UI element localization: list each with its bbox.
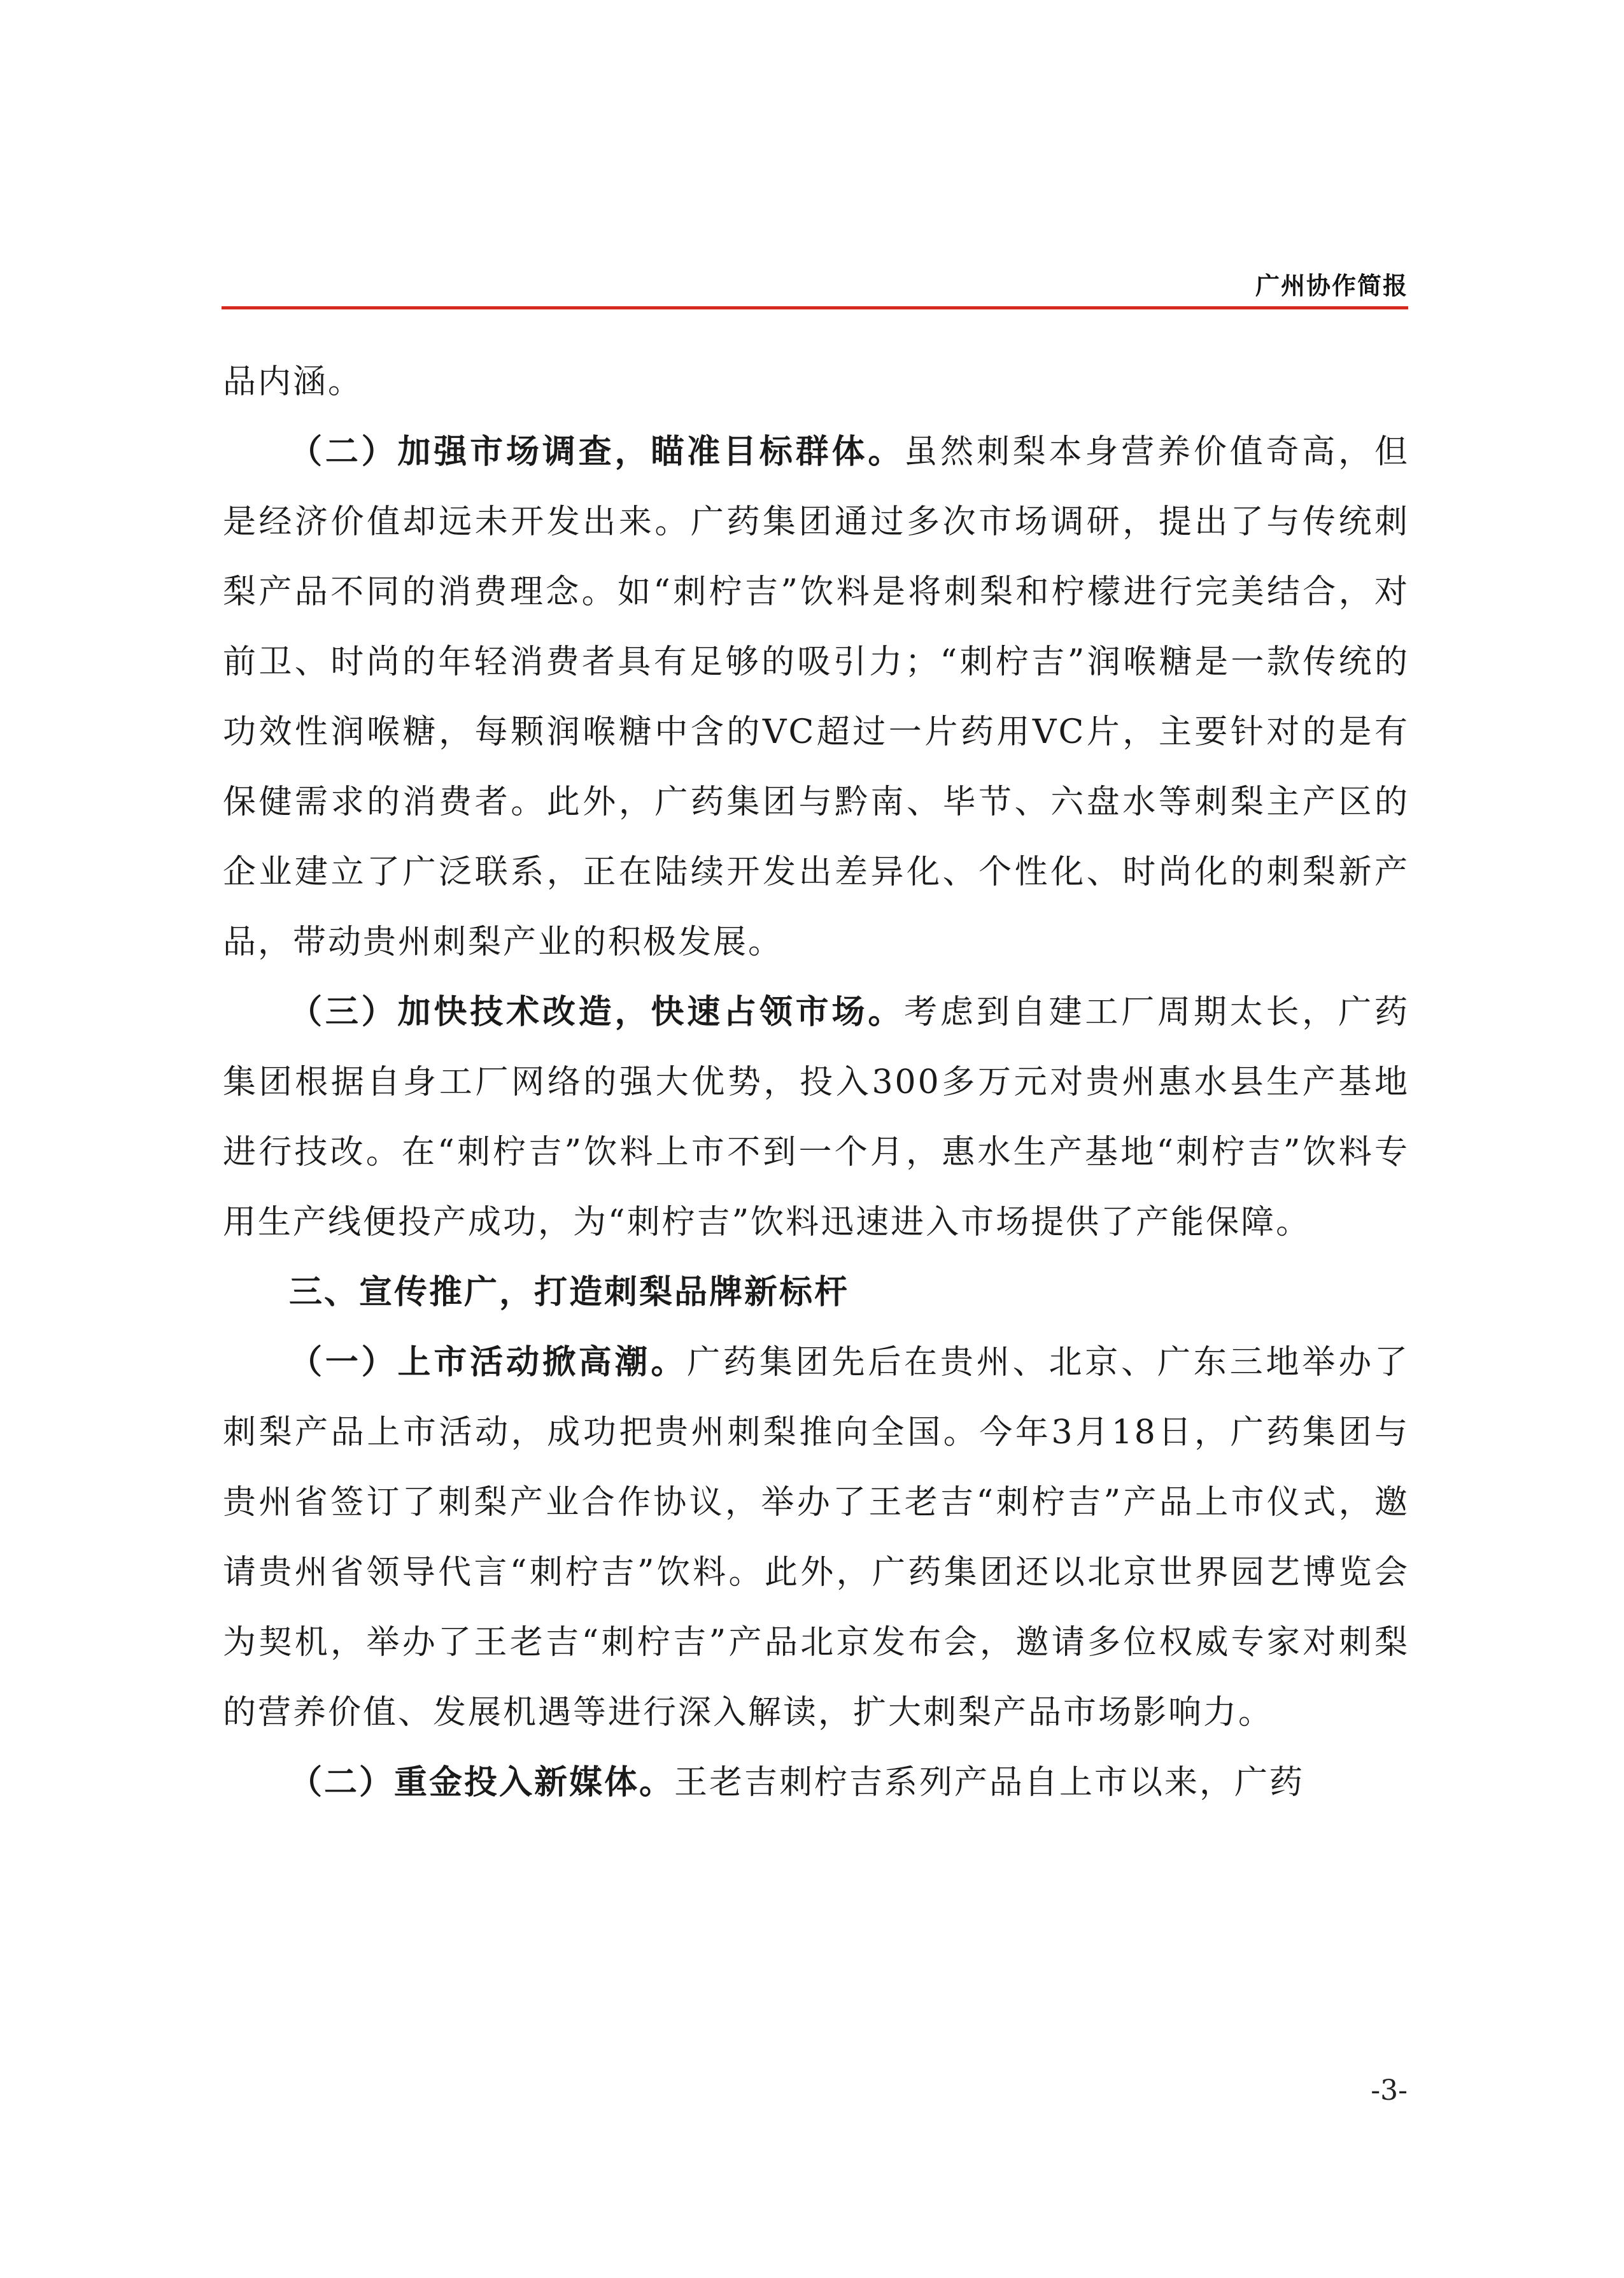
header-title: 广州协作简报 bbox=[1255, 272, 1408, 300]
paragraph-tech-upgrade bbox=[223, 977, 1409, 1257]
paragraph-new-media bbox=[223, 1748, 1409, 1818]
paragraph-text: 考虑到自建工厂周期太长，广药集团根据自身工厂网络的强大优势，投入300多万元对贵州惠水县生产基地进行技改。在“刺柠吉”饮料上市不到一个月，惠水生产基地“刺柠吉”饮料专用生产线便投产成功，为“刺柠吉”饮料迅速进入市场提供了产能保障。 bbox=[223, 993, 1409, 1242]
header-divider bbox=[222, 306, 1408, 309]
paragraph-lead: （三）加快技术改造，快速占领市场。 bbox=[289, 993, 905, 1031]
paragraph-text: 虽然刺梨本身营养价值奇高，但是经济价值却远未开发出来。广药集团通过多次市场调研，提出了与传统刺梨产品不同的消费理念。如“刺柠吉”饮料是将刺梨和柠檬进行完美结合，对前卫、时尚的年轻消费者具有足够的吸引力；“刺柠吉”润喉糖是一款传统的功效性润喉糖，每颗润喉糖中含的VC超过一片药用VC片，主要针对的是有保健需求的消费者。此外，广药集团与黔南、毕节、六盘水等刺梨主产区的企业建立了广泛联系，正在陆续开发出差异化、个性化、时尚化的刺梨新产品，带动贵州刺梨产业的积极发展。 bbox=[223, 433, 1409, 961]
page-number: -3- bbox=[1371, 2074, 1408, 2107]
section-heading bbox=[223, 1257, 1409, 1327]
document-body bbox=[223, 347, 1409, 1818]
paragraph-lead: （一）上市活动掀高潮。 bbox=[289, 1343, 688, 1382]
paragraph-lead: （二）加强市场调查，瞄准目标群体。 bbox=[289, 432, 905, 471]
paragraph-text: 品内涵。 bbox=[223, 363, 364, 401]
paragraph-market-research bbox=[223, 417, 1409, 977]
page-header bbox=[222, 255, 1408, 318]
paragraph-text: 王老吉刺柠吉系列产品自上市以来，广药 bbox=[674, 1764, 1305, 1802]
paragraph-launch-events bbox=[223, 1327, 1409, 1748]
section-heading-text: 三、宣传推广，打造刺梨品牌新标杆 bbox=[289, 1273, 850, 1312]
paragraph-continuation bbox=[223, 347, 1409, 417]
paragraph-lead: （二）重金投入新媒体。 bbox=[289, 1763, 675, 1802]
paragraph-text: 广药集团先后在贵州、北京、广东三地举办了刺梨产品上市活动，成功把贵州刺梨推向全国。今年3月18日，广药集团与贵州省签订了刺梨产业合作协议，举办了王老吉“刺柠吉”产品上市仪式，邀请贵州省领导代言“刺柠吉”饮料。此外，广药集团还以北京世界园艺博览会为契机，举办了王老吉“刺柠吉”产品北京发布会，邀请多位权威专家对刺梨的营养价值、发展机遇等进行深入解读，扩大刺梨产品市场影响力。 bbox=[223, 1343, 1409, 1732]
